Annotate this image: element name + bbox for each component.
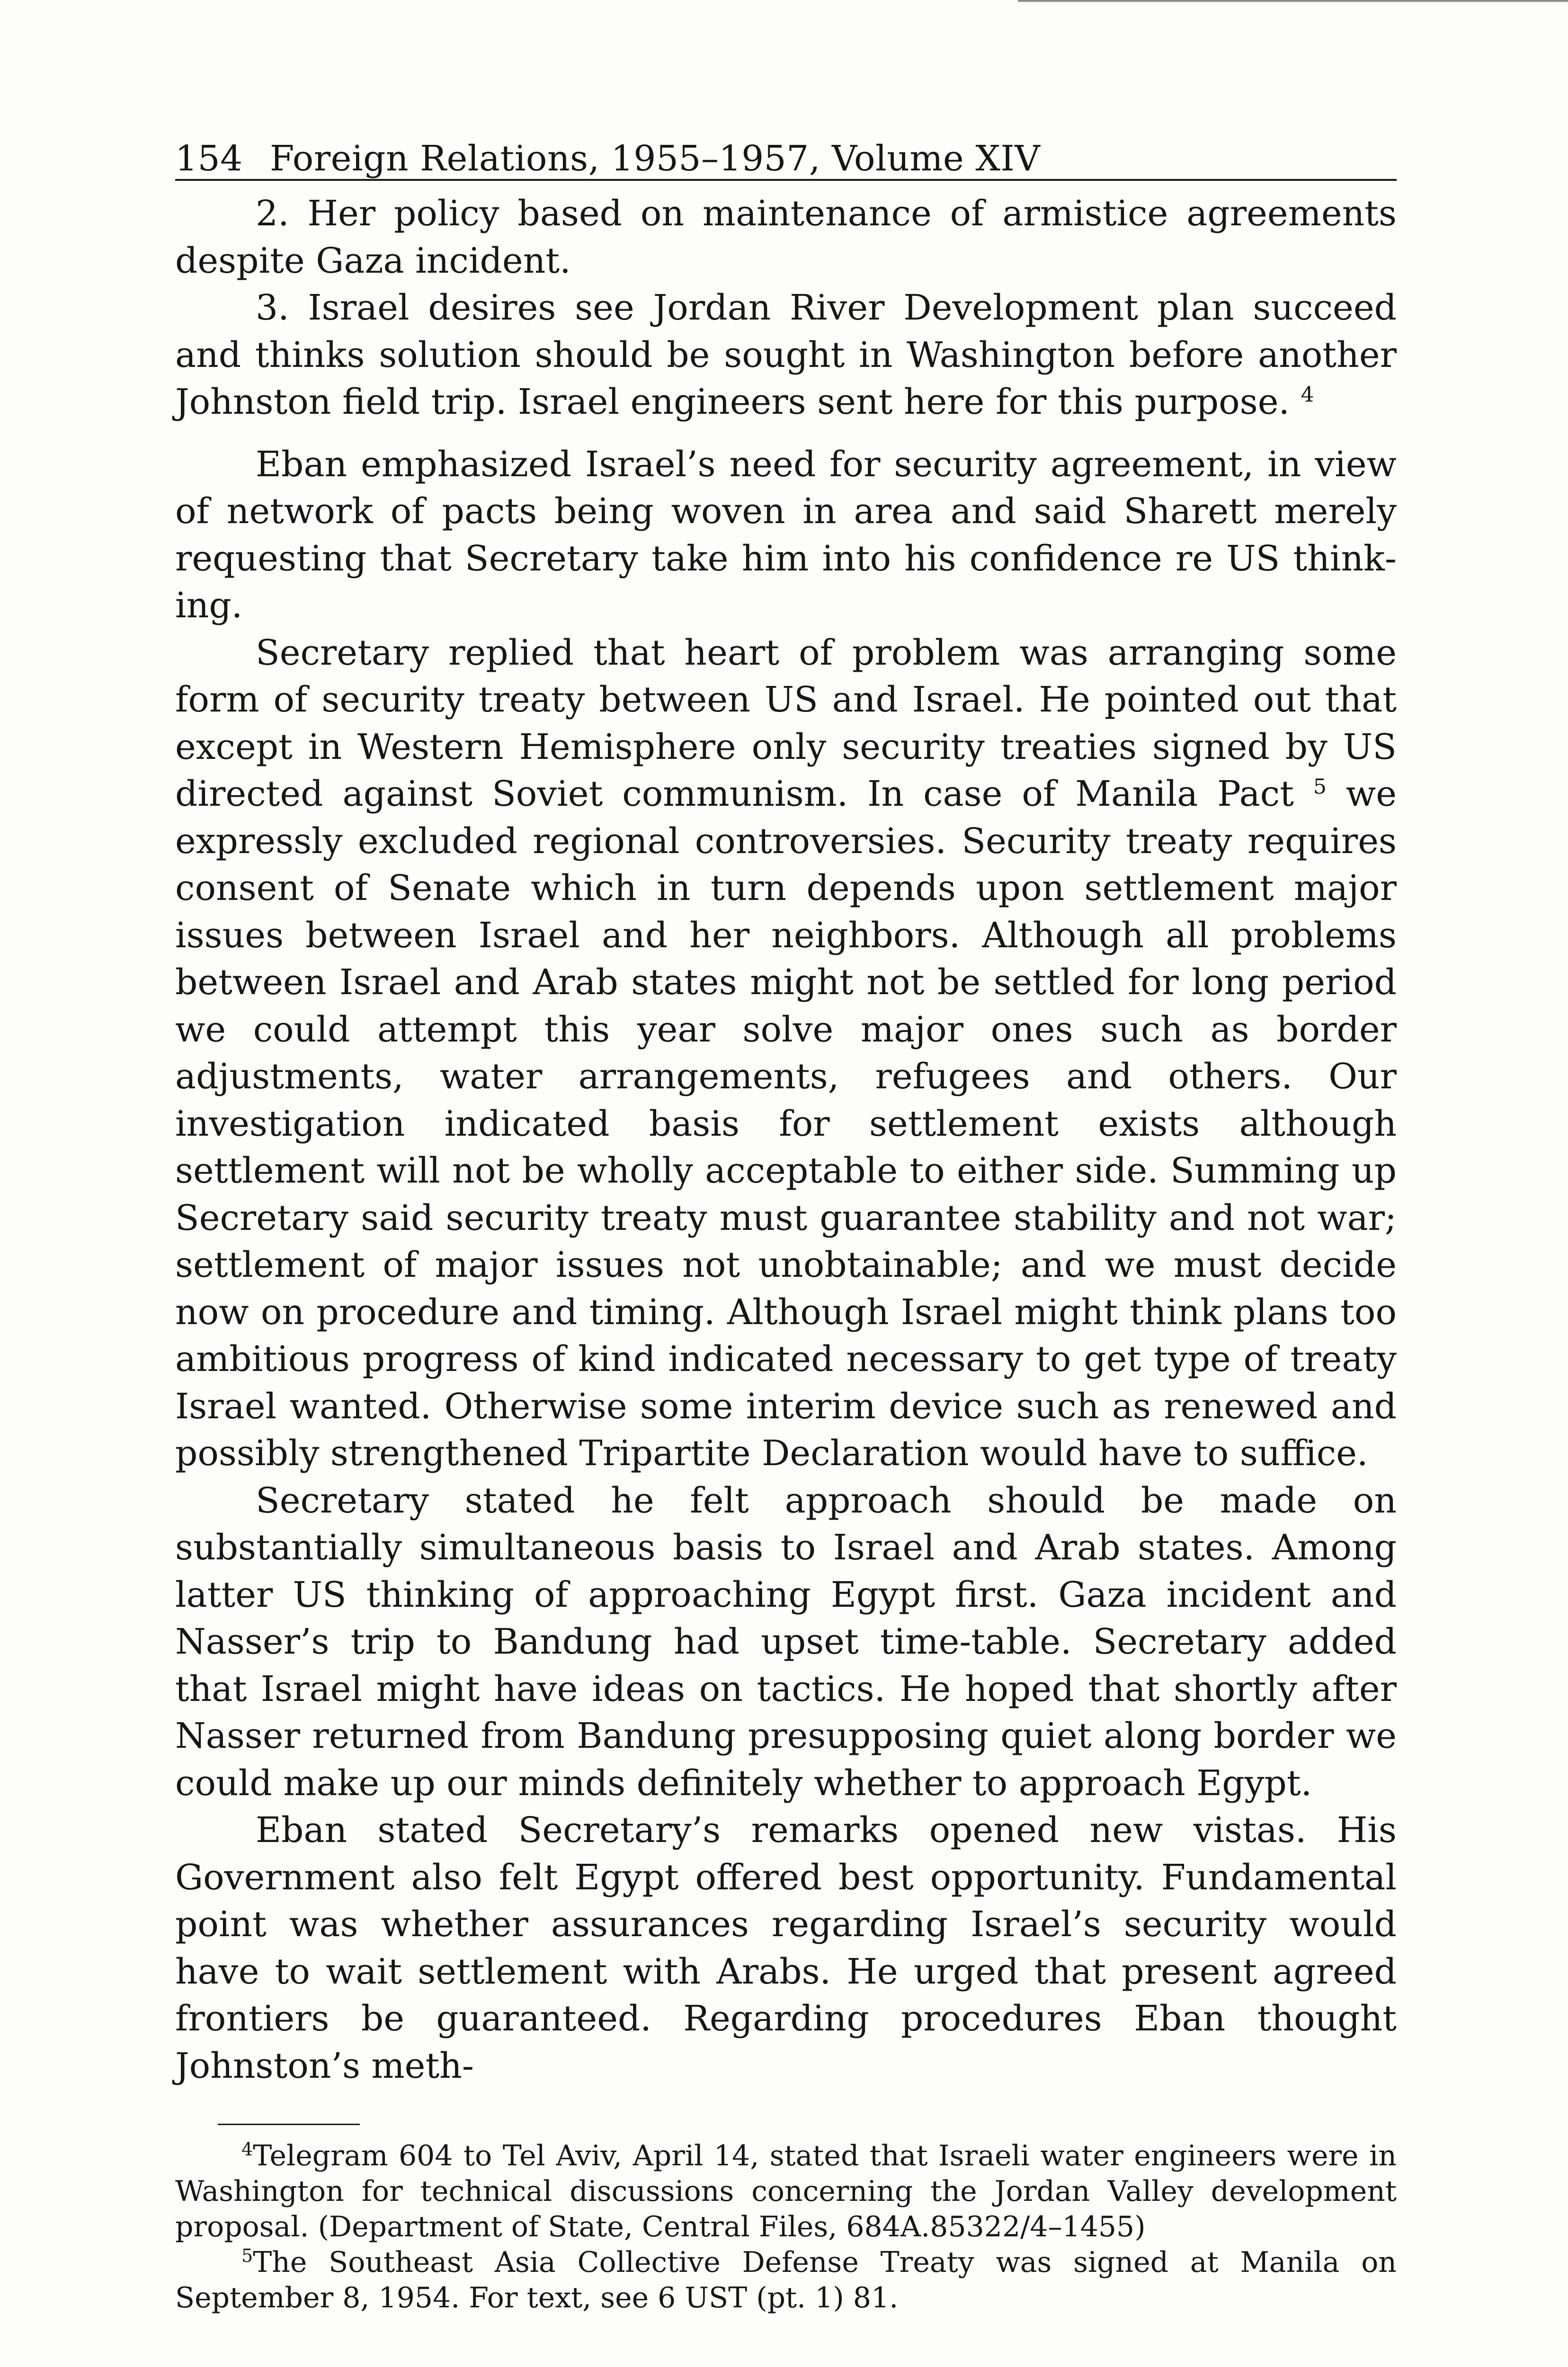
footnote-text: The Southeast Asia Collective Defense Treaty was signed at Manila on September 8, 1954. For text, see 6 UST (pt. 1) 81. — [175, 2246, 1397, 2314]
footnote-number: 5 — [241, 2245, 253, 2266]
list-item — [175, 285, 1397, 426]
footnote-ref[interactable]: 4 — [1301, 383, 1314, 407]
paragraph — [175, 1807, 1397, 2090]
top-edge-line — [1018, 0, 1568, 2]
running-title: Foreign Relations, 1955–1957, Volume XIV — [270, 138, 1041, 179]
footnotes — [175, 2138, 1397, 2316]
footnote-text: Telegram 604 to Tel Aviv, April 14, stated that Israeli water engineers were in Washington for technical discussions concerning the Jordan Valley development proposal. (Department of State, Central Files, 684A.85322/4–1455) — [175, 2139, 1397, 2243]
footnote — [175, 2245, 1397, 2316]
paragraph — [175, 1477, 1397, 1807]
list-item — [175, 190, 1397, 285]
list-item-text: 3. Israel desires see Jordan River Development plan succeed and thinks solution should be sought in Washington before another Johnston field trip. Israel engineers sent here for this purpose. — [175, 287, 1397, 422]
footnote-divider — [218, 2124, 360, 2125]
paragraph-text: we expressly excluded regional controversies. Security treaty requires consent of Senate which in turn depends upon settlement major issues between Israel and her neighbors. Although all problems between Israel and Arab states might not be settled for long period we could attempt this year solve major ones such as border adjustments, water arrangements, refugees and others. Our investigation indicated basis for settlement exists although settlement will not be wholly acceptable to either side. Summing up Secretary said security treaty must guarantee stability and not war; settlement of major issues not unobtainable; and we must decide now on procedure and timing. Although Israel might think plans too ambitious progress of kind indicated necessary to get type of treaty Israel wanted. Otherwise some interim device such as renewed and possibly strengthened Tripartite Declaration would have to suffice. — [175, 774, 1397, 1474]
paragraph-text: Secretary replied that heart of problem was arranging some form of security treaty between US and Israel. He pointed out that except in Western Hemisphere only security treaties signed by US directed against Soviet communism. In case of Manila Pact — [175, 632, 1397, 814]
paragraph — [175, 441, 1397, 630]
paragraph-text: Eban stated Secretary’s remarks opened new vistas. His Government also felt Egypt offered best opportunity. Fundamental point was whether assurances regarding Israel’s security would have to wait settlement with Arabs. He urged that present agreed frontiers be guaranteed. Regarding procedures Eban thought Johnston’s meth- — [175, 1810, 1397, 2086]
footnote-ref[interactable]: 5 — [1313, 774, 1327, 799]
paragraph-text: Secretary stated he felt approach should be made on substantially simultaneous basis to Israel and Arab states. Among latter US thinking of approaching Egypt first. Gaza incident and Nasser’s trip to Bandung had upset time-table. Secretary added that Israel might have ideas on tactics. He hoped that shortly after Nasser returned from Bandung presupposing quiet along border we could make up our minds definitely whether to approach Egypt. — [175, 1480, 1397, 1804]
document-page — [175, 137, 1397, 2316]
running-header — [175, 137, 1397, 181]
paragraph — [175, 630, 1397, 1477]
footnote — [175, 2138, 1397, 2245]
footnote-number: 4 — [241, 2139, 253, 2160]
list-item-text: 2. Her policy based on maintenance of armistice agreements despite Gaza incident. — [175, 193, 1397, 281]
page-number: 154 — [175, 138, 243, 179]
body-text — [175, 190, 1397, 2090]
paragraph-text: Eban emphasized Israel’s need for security agreement, in view of network of pacts being woven in area and said Sharett merely requesting that Secretary take him into his confidence re US thinking. — [175, 444, 1397, 626]
